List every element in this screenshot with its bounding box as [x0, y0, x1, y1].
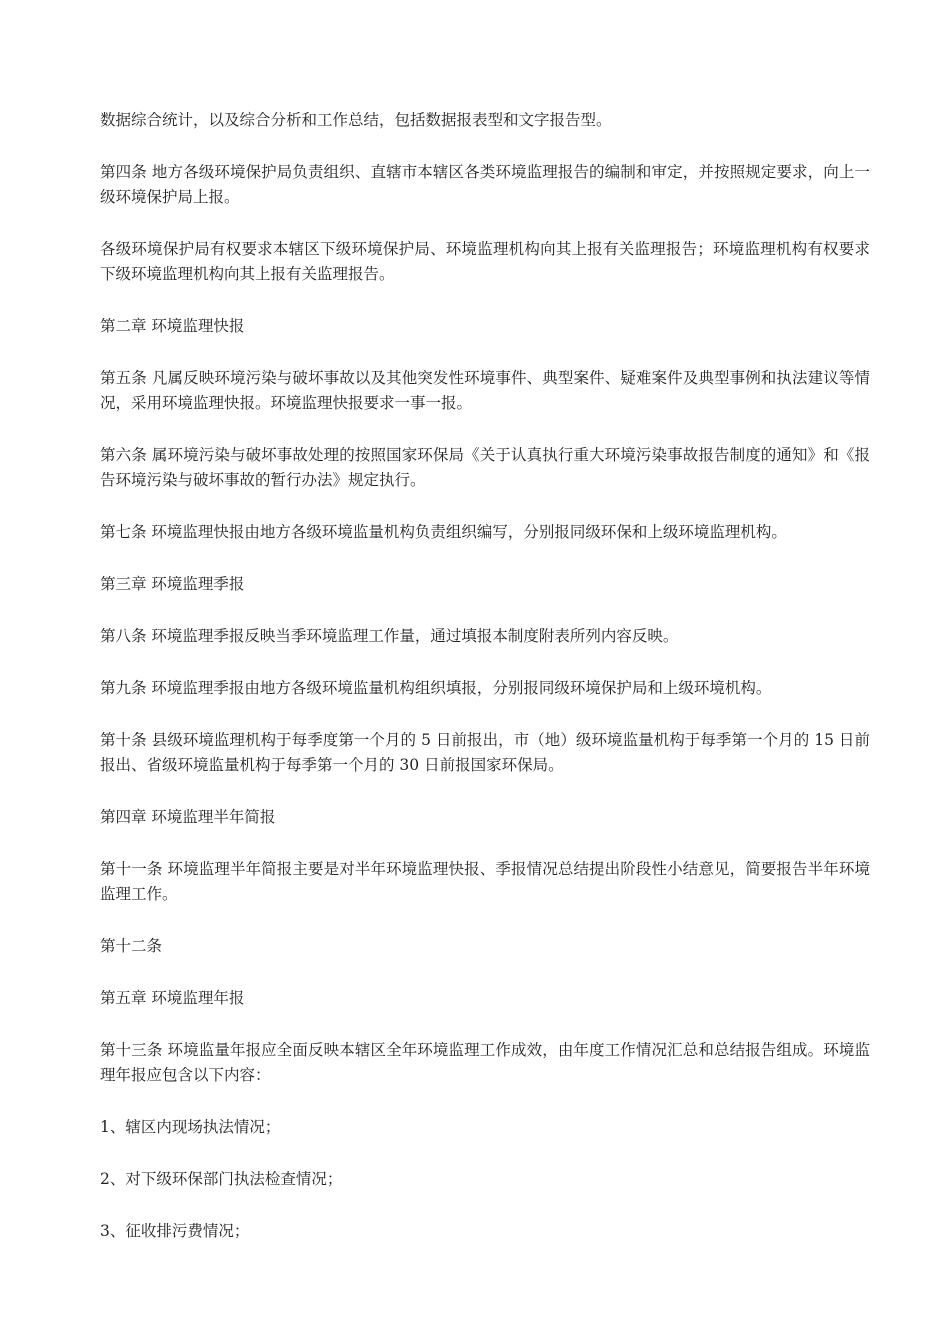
- chapter-4-heading: 第四章 环境监理半年简报: [100, 808, 276, 826]
- chapter-2-heading: 第二章 环境监理快报: [100, 317, 245, 335]
- list-item: 1、辖区内现场执法情况；: [100, 1118, 281, 1136]
- article-11: 第十一条 环境监理半年简报主要是对半年环境监理快报、季报情况总结提出阶段性小结意见，简要报告半年环境监理工作。: [100, 860, 870, 903]
- document-body: [100, 108, 870, 1271]
- article-12: 第十二条: [100, 937, 163, 955]
- article-7: 第七条 环境监理快报由地方各级环境监量机构负责组织编写，分别报同级环保和上级环境监理机构。: [100, 523, 787, 541]
- article-9: 第九条 环境监理季报由地方各级环境监量机构组织填报，分别报同级环境保护局和上级环境机构。: [100, 679, 772, 697]
- article-4-supplement: 各级环境保护局有权要求本辖区下级环境保护局、环境监理机构向其上报有关监理报告；环境监理机构有权要求下级环境监理机构向其上报有关监理报告。: [100, 240, 870, 283]
- article-13: 第十三条 环境监量年报应全面反映本辖区全年环境监理工作成效，由年度工作情况汇总和总结报告组成。环境监理年报应包含以下内容：: [100, 1041, 870, 1084]
- paragraph-continuation: 数据综合统计，以及综合分析和工作总结，包括数据报表型和文字报告型。: [100, 111, 612, 129]
- chapter-3-heading: 第三章 环境监理季报: [100, 575, 245, 593]
- chapter-5-heading: 第五章 环境监理年报: [100, 989, 245, 1007]
- article-4: 第四条 地方各级环境保护局负责组织、直辖市本辖区各类环境监理报告的编制和审定，并按照规定要求，向上一级环境保护局上报。: [100, 163, 870, 206]
- list-item: 2、对下级环保部门执法检查情况；: [100, 1170, 343, 1188]
- list-item: 3、征收排污费情况；: [100, 1222, 250, 1240]
- article-6: 第六条 属环境污染与破坏事故处理的按照国家环保局《关于认真执行重大环境污染事故报告制度的通知》和《报告环境污染与破坏事故的暂行办法》规定执行。: [100, 446, 870, 489]
- article-8: 第八条 环境监理季报反映当季环境监理工作量，通过填报本制度附表所列内容反映。: [100, 627, 679, 645]
- article-5: 第五条 凡属反映环境污染与破坏事故以及其他突发性环境事件、典型案件、疑难案件及典型事例和执法建议等情况，采用环境监理快报。环境监理快报要求一事一报。: [100, 369, 870, 412]
- article-10: 第十条 县级环境监理机构于每季度第一个月的 5 日前报出，市（地）级环境监量机构于每季第一个月的 15 日前报出、省级环境监量机构于每季第一个月的 30 日前报国家环保局。: [100, 731, 870, 774]
